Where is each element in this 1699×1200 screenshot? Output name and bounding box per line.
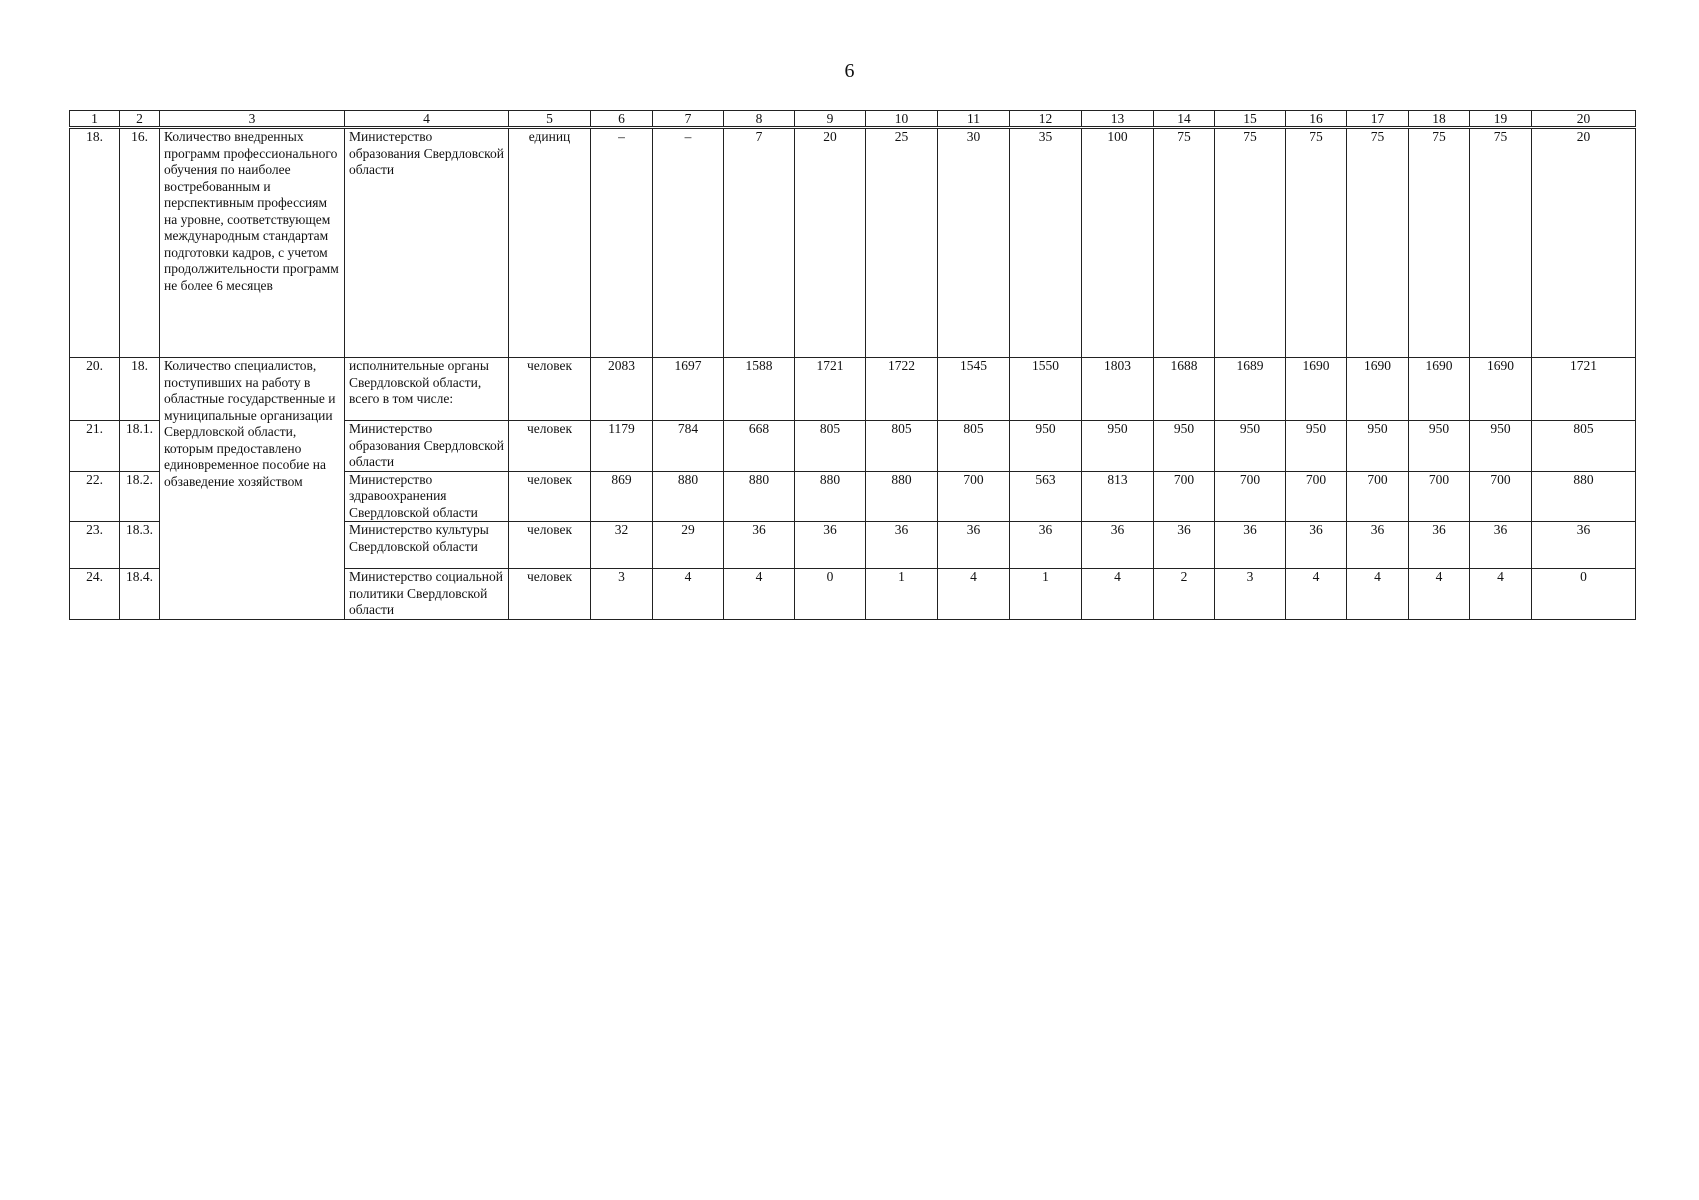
header-cell: 8	[724, 111, 795, 128]
indicator-name: Количество специалистов, поступивших на работу в областные государственные и муниципальные организации Свердловской области, которым предоставлено единовременное пособие на обзаведение хозяйством	[160, 358, 345, 620]
value-cell: 950	[1010, 421, 1082, 472]
value-cell: 36	[795, 522, 866, 569]
value-cell: 36	[1010, 522, 1082, 569]
responsible-body: Министерство образования Свердловской области	[345, 421, 509, 472]
value-cell: 700	[1409, 471, 1470, 522]
value-cell: 805	[866, 421, 938, 472]
value-cell: 4	[1409, 569, 1470, 620]
header-cell: 18	[1409, 111, 1470, 128]
indicator-index: 18.2.	[120, 471, 160, 522]
value-cell: 805	[938, 421, 1010, 472]
unit-of-measure: человек	[509, 358, 591, 421]
row-number: 22.	[70, 471, 120, 522]
row-number: 23.	[70, 522, 120, 569]
value-cell: 869	[591, 471, 653, 522]
value-cell: 7	[724, 128, 795, 358]
value-cell: 4	[938, 569, 1010, 620]
value-cell: 36	[1215, 522, 1286, 569]
value-cell: 20	[795, 128, 866, 358]
header-cell: 14	[1154, 111, 1215, 128]
responsible-body: Министерство социальной политики Свердловской области	[345, 569, 509, 620]
value-cell: 36	[1470, 522, 1532, 569]
value-cell: 75	[1409, 128, 1470, 358]
value-cell: 950	[1286, 421, 1347, 472]
value-cell: 1803	[1082, 358, 1154, 421]
header-cell: 17	[1347, 111, 1409, 128]
value-cell: 3	[1215, 569, 1286, 620]
row-number: 20.	[70, 358, 120, 421]
indicator-index: 18.4.	[120, 569, 160, 620]
value-cell: 1179	[591, 421, 653, 472]
value-cell: 1690	[1286, 358, 1347, 421]
value-cell: 25	[866, 128, 938, 358]
value-cell: 1550	[1010, 358, 1082, 421]
value-cell: 950	[1215, 421, 1286, 472]
value-cell: 700	[1470, 471, 1532, 522]
value-cell: 100	[1082, 128, 1154, 358]
value-cell: 75	[1347, 128, 1409, 358]
value-cell: 75	[1154, 128, 1215, 358]
value-cell: 0	[1532, 569, 1636, 620]
value-cell: 950	[1082, 421, 1154, 472]
value-cell: 700	[938, 471, 1010, 522]
unit-of-measure: человек	[509, 522, 591, 569]
header-cell: 20	[1532, 111, 1636, 128]
value-cell: 35	[1010, 128, 1082, 358]
value-cell: 1	[1010, 569, 1082, 620]
indicator-index: 18.3.	[120, 522, 160, 569]
value-cell: 1690	[1347, 358, 1409, 421]
unit-of-measure: человек	[509, 421, 591, 472]
indicator-index: 18.1.	[120, 421, 160, 472]
value-cell: 4	[1082, 569, 1154, 620]
unit-of-measure: единиц	[509, 128, 591, 358]
value-cell: 563	[1010, 471, 1082, 522]
value-cell: 784	[653, 421, 724, 472]
header-cell: 11	[938, 111, 1010, 128]
value-cell: 36	[1409, 522, 1470, 569]
header-row	[70, 111, 1636, 128]
value-cell: 950	[1409, 421, 1470, 472]
value-cell: 1690	[1409, 358, 1470, 421]
value-cell: 1	[866, 569, 938, 620]
value-cell: 1588	[724, 358, 795, 421]
value-cell: 0	[795, 569, 866, 620]
value-cell: –	[591, 128, 653, 358]
value-cell: 880	[795, 471, 866, 522]
value-cell: 1690	[1470, 358, 1532, 421]
value-cell: 2083	[591, 358, 653, 421]
value-cell: 880	[653, 471, 724, 522]
indicator-index: 18.	[120, 358, 160, 421]
value-cell: 36	[1347, 522, 1409, 569]
value-cell: 950	[1154, 421, 1215, 472]
header-cell: 10	[866, 111, 938, 128]
value-cell: 1689	[1215, 358, 1286, 421]
value-cell: 4	[1470, 569, 1532, 620]
indicator-index: 16.	[120, 128, 160, 358]
value-cell: 950	[1470, 421, 1532, 472]
page-number: 6	[844, 60, 855, 82]
value-cell: 880	[1532, 471, 1636, 522]
value-cell: 700	[1286, 471, 1347, 522]
value-cell: 75	[1470, 128, 1532, 358]
table-row	[70, 358, 1636, 421]
row-number: 18.	[70, 128, 120, 358]
header-cell: 5	[509, 111, 591, 128]
value-cell: 36	[1286, 522, 1347, 569]
header-cell: 3	[160, 111, 345, 128]
value-cell: 4	[1347, 569, 1409, 620]
value-cell: –	[653, 128, 724, 358]
value-cell: 1721	[1532, 358, 1636, 421]
value-cell: 4	[724, 569, 795, 620]
value-cell: 813	[1082, 471, 1154, 522]
value-cell: 805	[795, 421, 866, 472]
value-cell: 880	[724, 471, 795, 522]
header-cell: 16	[1286, 111, 1347, 128]
responsible-body: Министерство здравоохранения Свердловской области	[345, 471, 509, 522]
indicators-table	[69, 110, 1636, 620]
value-cell: 32	[591, 522, 653, 569]
value-cell: 700	[1215, 471, 1286, 522]
value-cell: 75	[1215, 128, 1286, 358]
unit-of-measure: человек	[509, 471, 591, 522]
header-cell: 9	[795, 111, 866, 128]
value-cell: 700	[1154, 471, 1215, 522]
value-cell: 3	[591, 569, 653, 620]
value-cell: 1721	[795, 358, 866, 421]
responsible-body: исполнительные органы Свердловской области, всего в том числе:	[345, 358, 509, 421]
header-cell: 19	[1470, 111, 1532, 128]
header-cell: 13	[1082, 111, 1154, 128]
header-cell: 2	[120, 111, 160, 128]
unit-of-measure: человек	[509, 569, 591, 620]
value-cell: 36	[938, 522, 1010, 569]
header-cell: 15	[1215, 111, 1286, 128]
value-cell: 75	[1286, 128, 1347, 358]
responsible-body: Министерство культуры Свердловской области	[345, 522, 509, 569]
value-cell: 20	[1532, 128, 1636, 358]
value-cell: 29	[653, 522, 724, 569]
value-cell: 36	[866, 522, 938, 569]
value-cell: 950	[1347, 421, 1409, 472]
header-cell: 7	[653, 111, 724, 128]
value-cell: 30	[938, 128, 1010, 358]
value-cell: 1688	[1154, 358, 1215, 421]
indicator-name: Количество внедренных программ профессионального обучения по наиболее востребованным и перспективным профессиям на уровне, соответствующем международным стандартам подготовки кадров, с учетом продолжительности программ не более 6 месяцев	[160, 128, 345, 358]
value-cell: 1722	[866, 358, 938, 421]
row-number: 24.	[70, 569, 120, 620]
responsible-body: Министерство образования Свердловской области	[345, 128, 509, 358]
header-cell: 4	[345, 111, 509, 128]
header-cell: 12	[1010, 111, 1082, 128]
value-cell: 880	[866, 471, 938, 522]
row-number: 21.	[70, 421, 120, 472]
value-cell: 700	[1347, 471, 1409, 522]
header-cell: 6	[591, 111, 653, 128]
value-cell: 36	[1154, 522, 1215, 569]
value-cell: 805	[1532, 421, 1636, 472]
value-cell: 36	[1082, 522, 1154, 569]
value-cell: 2	[1154, 569, 1215, 620]
header-cell: 1	[70, 111, 120, 128]
value-cell: 36	[724, 522, 795, 569]
value-cell: 1545	[938, 358, 1010, 421]
value-cell: 4	[1286, 569, 1347, 620]
value-cell: 668	[724, 421, 795, 472]
table-row	[70, 128, 1636, 358]
value-cell: 1697	[653, 358, 724, 421]
value-cell: 36	[1532, 522, 1636, 569]
value-cell: 4	[653, 569, 724, 620]
